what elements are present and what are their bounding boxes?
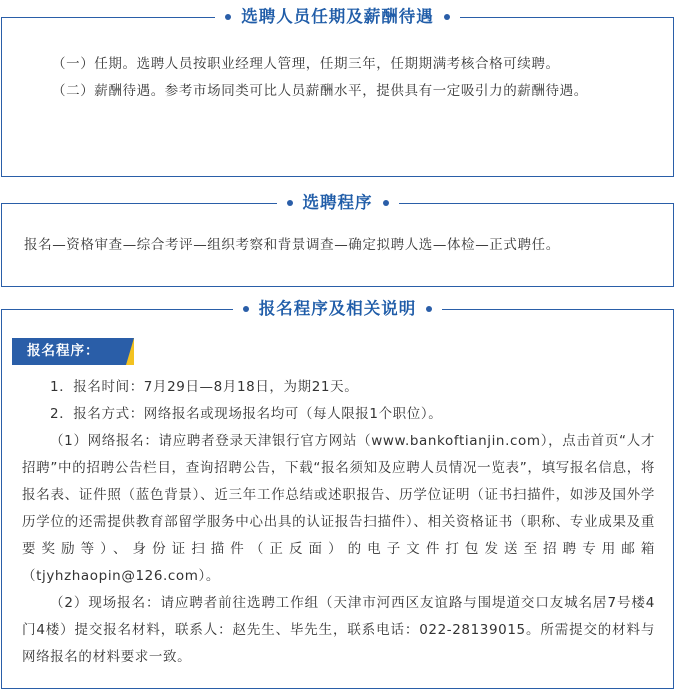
section-title: 报名程序及相关说明	[258, 299, 417, 318]
bullet-dot-icon	[243, 306, 249, 312]
selection-process-heading	[2, 193, 673, 213]
bullet-dot-icon	[426, 306, 432, 312]
section-title: 选聘程序	[302, 193, 373, 212]
bullet-dot-icon	[444, 14, 450, 20]
online-registration: （1）网络报名：请应聘者登录天津银行官方网站（www.bankoftianjin.com），点击首页“人才招聘”中的招聘公告栏目，查询招聘公告，下载“报名须知及应聘人员情况一览表”，填写报名信息，将报名表、证件照（蓝色背景）、近三年工作总结或述职报告、历学位证明（证书扫描件，如涉及国外学历学位的还需提供教育部留学服务中心出具的认证报告扫描件）、相关资格证书（职称、专业成果及重要奖励等）、身份证扫描件（正反面）的电子文件打包发送至招聘专用邮箱（tjyhzhaopin@126.com）。	[22, 433, 655, 584]
registration-content	[22, 374, 655, 671]
registration-procedure-tag	[12, 338, 134, 365]
section-title: 选聘人员任期及薪酬待遇	[241, 7, 434, 26]
selection-process-section	[1, 193, 674, 287]
tag-stripe	[126, 338, 134, 365]
process-steps: 报名—资格审查—综合考评—组织考察和背景调查—确定拟聘人选—体检—正式聘任。	[24, 237, 560, 253]
bullet-dot-icon	[287, 200, 293, 206]
term-salary-heading	[2, 7, 673, 27]
onsite-registration: （2）现场报名：请应聘者前往选聘工作组（天津市河西区友谊路与围堤道交口友城名居7号楼4门4楼）提交报名材料，联系人：赵先生、毕先生，联系电话：022-28139015。所需提交的材料与网络报名的材料要求一致。	[22, 595, 655, 665]
term-paragraph: （一）任期。选聘人员按职业经理人管理，任期三年，任期期满考核合格可续聘。	[52, 56, 560, 72]
tag-label: 报名程序：	[27, 343, 100, 359]
registration-method: 2．报名方式：网络报名或现场报名均可（每人限报1个职位）。	[50, 406, 443, 422]
bullet-dot-icon	[225, 14, 231, 20]
salary-paragraph: （二）薪酬待遇。参考市场同类可比人员薪酬水平，提供具有一定吸引力的薪酬待遇。	[52, 83, 588, 99]
registration-heading	[2, 299, 673, 319]
term-salary-section	[1, 7, 674, 177]
registration-time: 1．报名时间：7月29日—8月18日，为期21天。	[50, 379, 359, 395]
bullet-dot-icon	[383, 200, 389, 206]
